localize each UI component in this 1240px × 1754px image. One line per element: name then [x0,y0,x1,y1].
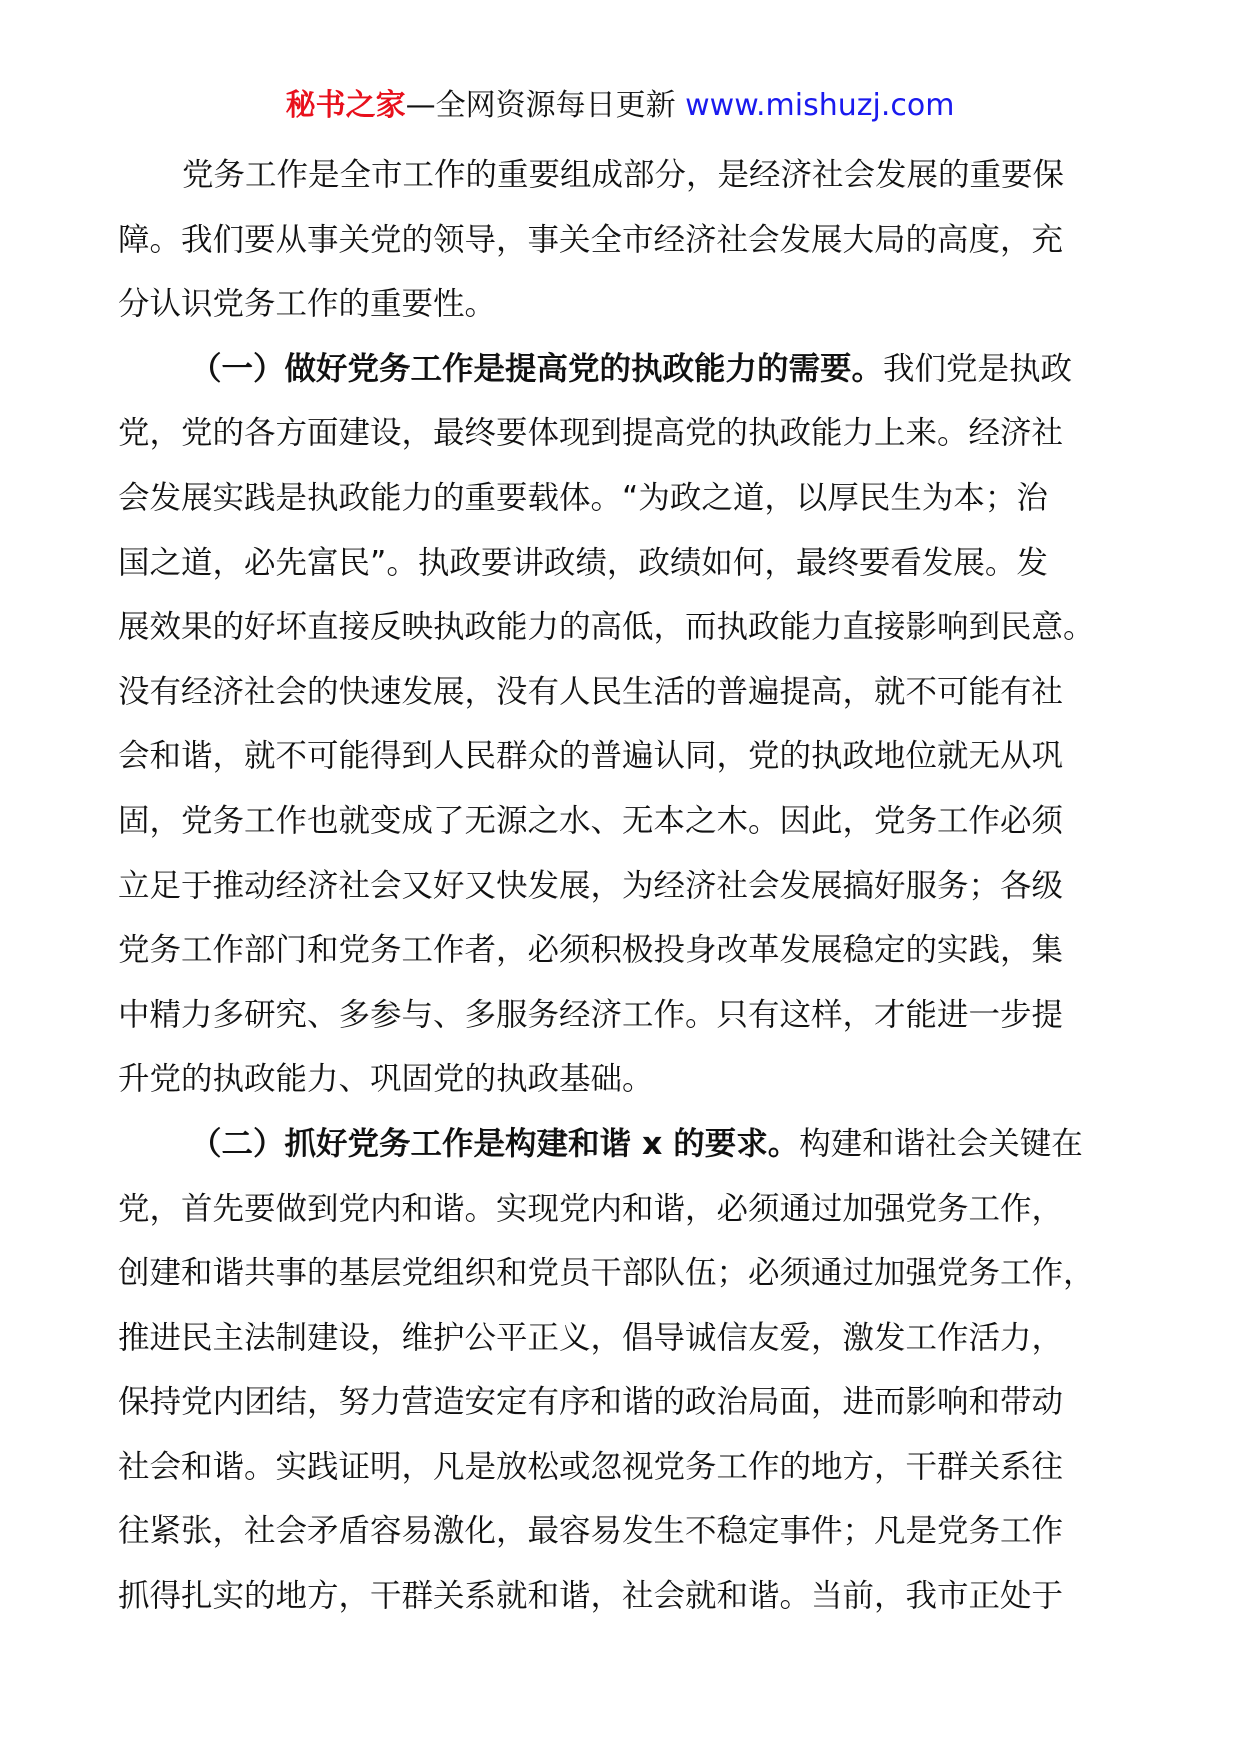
text-fragment: 我们党是执政 [883,350,1073,387]
site-tagline: —全网资源每日更新 [405,88,676,123]
text-line: 没有经济社会的快速发展，没有人民生活的普遍提高，就不可能有社 [118,673,1064,710]
site-url-link[interactable]: www.mishuzj.com [685,88,955,123]
section-heading-1: （一）做好党务工作是提高党的执政能力的需要。 [190,350,884,387]
text-line: 国之道，必先富民”。执政要讲政绩，政绩如何，最终要看发展。发 [118,544,1048,581]
text-line: 会和谐，就不可能得到人民群众的普遍认同，党的执政地位就无从巩 [118,738,1064,775]
text-line: 保持党内团结，努力营造安定有序和谐的政治局面，进而影响和带动 [118,1384,1064,1421]
text-fragment: 构建和谐社会关键在 [799,1125,1083,1162]
text-line: 党务工作部门和党务工作者，必须积极投身改革发展稳定的实践，集 [118,932,1064,969]
page-header [0,86,1240,126]
site-name: 秘书之家 [285,88,406,123]
text-line: 党，首先要做到党内和谐。实现党内和谐，必须通过加强党务工作， [118,1190,1064,1227]
text-line: 障。我们要从事关党的领导，事关全市经济社会发展大局的高度，充 [118,221,1064,258]
text-line: 分认识党务工作的重要性。 [118,286,497,323]
text-line: 党，党的各方面建设，最终要体现到提高党的执政能力上来。经济社 [118,415,1064,452]
text-line: 创建和谐共事的基层党组织和党员干部队伍；必须通过加强党务工作， [118,1255,1095,1292]
text-line: 往紧张，社会矛盾容易激化，最容易发生不稳定事件；凡是党务工作 [118,1513,1064,1550]
text-line: 抓得扎实的地方，干群关系就和谐，社会就和谐。当前，我市正处于 [118,1578,1064,1615]
document-body [118,143,1128,1629]
text-line: 党务工作是全市工作的重要组成部分，是经济社会发展的重要保 [182,157,1065,193]
text-line: 立足于推动经济社会又好又快发展，为经济社会发展搞好服务；各级 [118,867,1064,904]
text-line: 固，党务工作也就变成了无源之水、无本之木。因此，党务工作必须 [118,802,1064,839]
text-line: 中精力多研究、多参与、多服务经济工作。只有这样，才能进一步提 [118,996,1064,1033]
section-heading-2: （二）抓好党务工作是构建和谐 x 的要求。 [190,1125,800,1162]
text-line: 推进民主法制建设，维护公平正义，倡导诚信友爱，激发工作活力， [118,1319,1064,1356]
text-line: 展效果的好坏直接反映执政能力的高低，而执政能力直接影响到民意。 [118,609,1095,646]
text-line: 社会和谐。实践证明，凡是放松或忽视党务工作的地方，干群关系往 [118,1448,1064,1485]
section-heading-line [118,337,1128,402]
section-heading-line [118,1112,1128,1177]
text-line: 升党的执政能力、巩固党的执政基础。 [118,1061,654,1098]
text-line: 会发展实践是执政能力的重要载体。“为政之道，以厚民生为本；治 [118,479,1048,516]
